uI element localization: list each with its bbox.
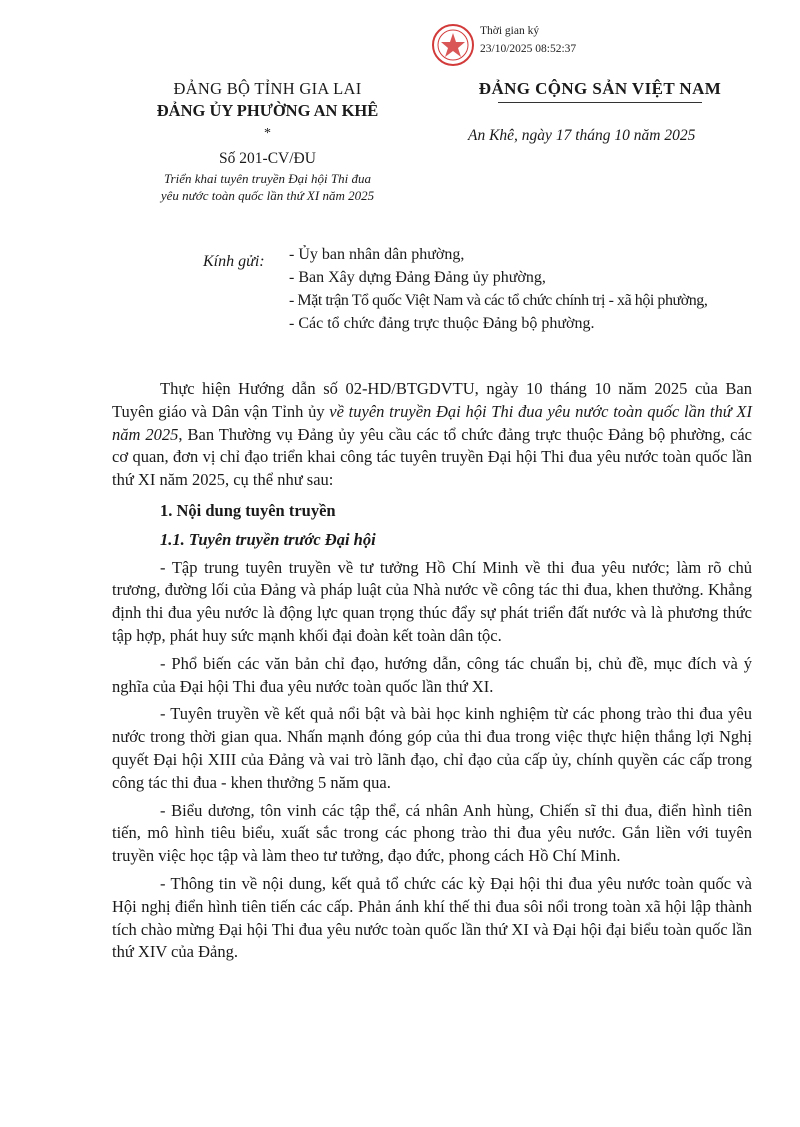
signature-stamp-icon	[430, 22, 476, 68]
org-parent: ĐẢNG BỘ TỈNH GIA LAI	[173, 79, 362, 98]
recipient-item: - Mặt trận Tổ quốc Việt Nam và các tổ chức chính trị - xã hội phường,	[289, 292, 708, 309]
doc-number: Số 201-CV/ĐU	[219, 150, 316, 167]
body-paragraph: - Tuyên truyền về kết quả nổi bật và bài học kinh nghiệm từ các phong trào thi đua yêu nước trong thời gian qua. Nhấn mạnh đóng góp của thi đua trong việc thực hiện thắng lợi Nghị quyết Đại hội XIII của Đảng và vai trò lãnh đạo, chỉ đạo của cấp ủy, chính quyền các cấp trong công tác thi đua - khen thưởng 5 năm qua.	[112, 704, 752, 792]
recipient-item: - Ủy ban nhân dân phường,	[289, 246, 465, 263]
doc-subject-line2: yêu nước toàn quốc lần thứ XI năm 2025	[160, 188, 375, 203]
signature-timestamp: 23/10/2025 08:52:37	[480, 43, 577, 55]
body-paragraph: - Thông tin về nội dung, kết quả tổ chức các kỳ Đại hội thi đua yêu nước toàn quốc và Hội nghị điển hình tiên tiến các cấp. Phản ánh khí thế thi đua sôi nổi trong toàn xã hội lập thành tích chào mừng Đại hội Thi đua yêu nước toàn quốc lần thứ XI và Đại hội đại biểu toàn quốc lần thứ XIV của Đảng.	[112, 873, 752, 962]
recipient-item: - Ban Xây dựng Đảng Đảng ủy phường,	[289, 269, 546, 286]
body-paragraph: - Phổ biến các văn bản chỉ đạo, hướng dẫn, công tác chuẩn bị, chủ đề, mục đích và ý nghĩa của Đại hội Thi đua yêu nước toàn quốc lần thứ XI.	[112, 653, 752, 696]
document-body	[112, 378, 752, 964]
signature-label: Thời gian ký	[480, 25, 540, 37]
org-star: *	[264, 126, 271, 141]
intro-text-italic: về tuyên truyền Đại hội Thi đua yêu nước toàn quốc lần thứ XI năm 2025	[112, 401, 752, 444]
signature-info	[480, 22, 576, 58]
intro-paragraph	[112, 378, 752, 492]
body-paragraph: - Tập trung tuyên truyền về tư tưởng Hồ Chí Minh về thi đua yêu nước; làm rõ chủ trương, đường lối của Đảng và pháp luật của Nhà nước về công tác thi đua, khen thưởng. Khẳng định thi đua yêu nước là động lực quan trọng thúc đẩy sự phát triển đất nước và là phương thức tập hợp, phát huy sức mạnh khối đại đoàn kết toàn dân tộc.	[112, 557, 752, 645]
intro-text-3: , Ban Thường vụ Đảng ủy yêu cầu các tổ chức đảng trực thuộc Đảng bộ phường, các cơ quan, đơn vị chỉ đạo triển khai công tác tuyên truyền Đại hội Thi đua yêu nước toàn quốc lần thứ XI năm 2025, cụ thể như sau:	[112, 424, 752, 490]
intro-text-1: Thực hiện Hướng dẫn số 02-HD/BTGDVTU, ngày 10 tháng 10 năm 2025 của Ban Tuyên giáo và Dân vận Tỉnh ủy	[112, 379, 752, 421]
recipients-list	[289, 243, 707, 335]
subsection-heading: 1.1. Tuyên truyền trước Đại hội	[160, 529, 376, 549]
section-heading: 1. Nội dung tuyên truyền	[160, 500, 336, 520]
org-name: ĐẢNG ỦY PHƯỜNG AN KHÊ	[156, 101, 379, 120]
party-underline	[498, 102, 702, 103]
party-block	[440, 78, 760, 103]
issuer-block	[120, 78, 415, 204]
party-name: ĐẢNG CỘNG SẢN VIỆT NAM	[478, 79, 722, 98]
body-paragraph: - Biểu dương, tôn vinh các tập thể, cá nhân Anh hùng, Chiến sĩ thi đua, điển hình tiên tiến, mô hình tiêu biểu, xuất sắc trong các phong trào thi đua yêu nước. Gắn liền với tuyên truyền việc học tập và làm theo tư tưởng, đạo đức, phong cách Hồ Chí Minh.	[112, 800, 752, 866]
recipient-item: - Các tổ chức đảng trực thuộc Đảng bộ phường.	[289, 315, 595, 332]
recipients-label: Kính gửi:	[203, 253, 265, 270]
doc-subject-line1: Triển khai tuyên truyền Đại hội Thi đua	[164, 171, 371, 186]
doc-date: An Khê, ngày 17 tháng 10 năm 2025	[468, 127, 696, 144]
